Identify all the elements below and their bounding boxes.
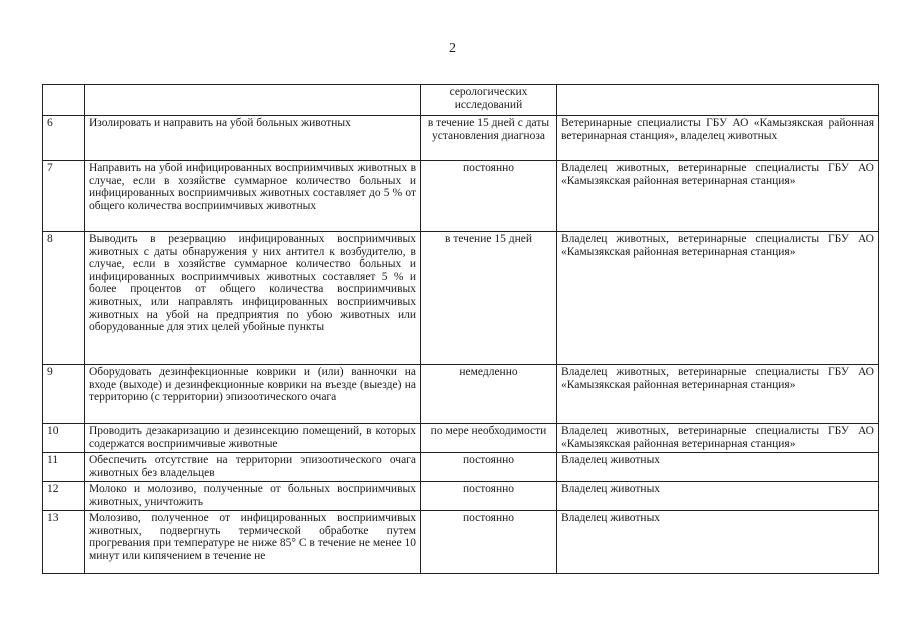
row-number: 8 bbox=[43, 232, 85, 365]
row-number: 9 bbox=[43, 365, 85, 424]
page-number: 2 bbox=[449, 41, 456, 56]
responsible-text: Владелец животных, ветеринарные специалисты ГБУ АО «Камызякская районная ветеринарная станция» bbox=[557, 232, 879, 365]
term-text: в течение 15 дней с даты установления диагноза bbox=[421, 116, 557, 161]
term-text: в течение 15 дней bbox=[421, 232, 557, 365]
table-row bbox=[43, 511, 879, 574]
measure-text: Направить на убой инфицированных восприимчивых животных в случае, если в хозяйстве суммарное количество больных и инфицированных восприимчивых животных составляет до 5 % от общего количества восприимчивых животных bbox=[85, 161, 421, 232]
responsible-text: Владелец животных, ветеринарные специалисты ГБУ АО «Камызякская районная ветеринарная станция» bbox=[557, 365, 879, 424]
table-row bbox=[43, 232, 879, 365]
measures-table bbox=[42, 84, 879, 574]
table-row bbox=[43, 424, 879, 453]
row-number: 6 bbox=[43, 116, 85, 161]
responsible-text: Ветеринарные специалисты ГБУ АО «Камызякская районная ветеринарная станция», владелец животных bbox=[557, 116, 879, 161]
row-number: 10 bbox=[43, 424, 85, 453]
row-number: 13 bbox=[43, 511, 85, 574]
table-row bbox=[43, 116, 879, 161]
row-number: 11 bbox=[43, 453, 85, 482]
responsible-text bbox=[557, 85, 879, 116]
term-text: серологических исследований bbox=[421, 85, 557, 116]
measure-text: Оборудовать дезинфекционные коврики и (или) ванночки на входе (выходе) и дезинфекционные коврики на въезде (выезде) на территорию (с территории) эпизоотического очага bbox=[85, 365, 421, 424]
term-text: по мере необходимости bbox=[421, 424, 557, 453]
table-row bbox=[43, 85, 879, 116]
measure-text: Обеспечить отсутствие на территории эпизоотического очага животных без владельцев bbox=[85, 453, 421, 482]
responsible-text: Владелец животных bbox=[557, 453, 879, 482]
table-row bbox=[43, 453, 879, 482]
term-text: постоянно bbox=[421, 511, 557, 574]
measure-text: Изолировать и направить на убой больных животных bbox=[85, 116, 421, 161]
table-row bbox=[43, 482, 879, 511]
measure-text: Молозиво, полученное от инфицированных восприимчивых животных, подвергнуть термической обработке путем прогревания при температуре не ниже 85° С в течение не менее 10 минут или кипячением в течение не bbox=[85, 511, 421, 574]
responsible-text: Владелец животных, ветеринарные специалисты ГБУ АО «Камызякская районная ветеринарная станция» bbox=[557, 161, 879, 232]
responsible-text: Владелец животных bbox=[557, 482, 879, 511]
responsible-text: Владелец животных bbox=[557, 511, 879, 574]
table-row bbox=[43, 161, 879, 232]
measure-text: Выводить в резервацию инфицированных восприимчивых животных с даты обнаружения у них антител к возбудителю, в случае, если в хозяйстве суммарное количество больных и инфицированных восприимчивых животных составляет 5 % и более процентов от общего количества восприимчивых животных, или направлять инфицированных восприимчивых животных на убой на предприятия по убою животных или оборудованные для этих целей убойные пункты bbox=[85, 232, 421, 365]
measure-text: Проводить дезакаризацию и дезинсекцию помещений, в которых содержатся восприимчивые животные bbox=[85, 424, 421, 453]
table-row bbox=[43, 365, 879, 424]
row-number: 7 bbox=[43, 161, 85, 232]
row-number bbox=[43, 85, 85, 116]
term-text: немедленно bbox=[421, 365, 557, 424]
row-number: 12 bbox=[43, 482, 85, 511]
responsible-text: Владелец животных, ветеринарные специалисты ГБУ АО «Камызякская районная ветеринарная станция» bbox=[557, 424, 879, 453]
measure-text bbox=[85, 85, 421, 116]
term-text: постоянно bbox=[421, 482, 557, 511]
term-text: постоянно bbox=[421, 453, 557, 482]
measure-text: Молоко и молозиво, полученные от больных восприимчивых животных, уничтожить bbox=[85, 482, 421, 511]
term-text: постоянно bbox=[421, 161, 557, 232]
